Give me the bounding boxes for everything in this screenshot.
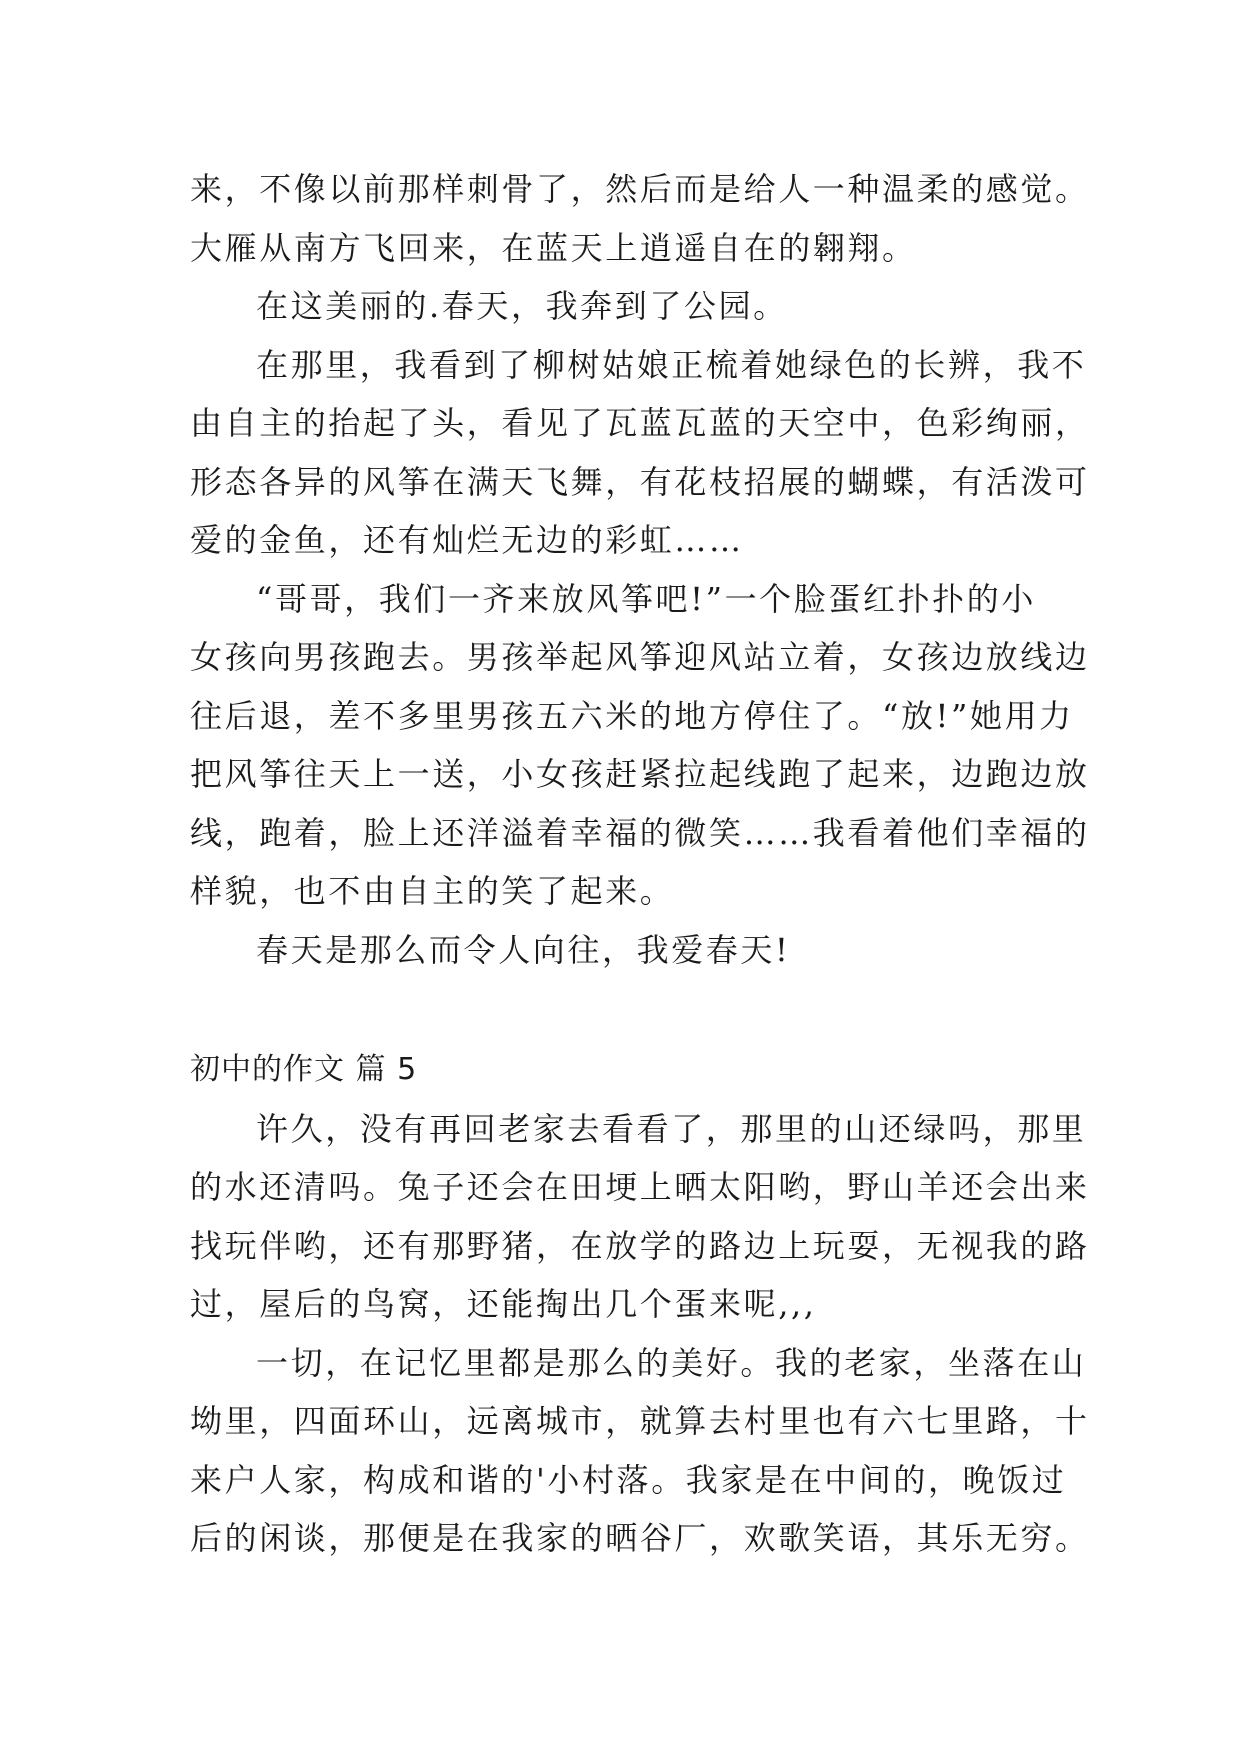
text-line: 春天是那么而令人向往，我爱春天! [256,930,791,969]
text-line: 形态各异的风筝在满天飞舞，有花枝招展的蝴蝶，有活泼可 [190,462,1090,501]
text-line: 大雁从南方飞回来，在蓝天上逍遥自在的翱翔。 [190,228,917,267]
paragraph-willow [190,336,1090,570]
section-heading: 初中的作文 篇 5 [190,1052,418,1087]
essay-text [190,160,1090,1568]
text-line: 过，屋后的鸟窝，还能掏出几个蛋来呢,,, [190,1285,817,1323]
text-line: 样貌，也不由自主的笑了起来。 [190,872,675,910]
paragraph-kite [190,570,1090,921]
text-line: 把风筝往天上一送，小女孩赶紧拉起线跑了起来，边跑边放 [190,755,1090,793]
text-line: 线，跑着，脸上还洋溢着幸福的微笑……我看着他们幸福的 [190,813,1090,852]
paragraph-love-spring [190,921,1070,980]
text-line: “哥哥，我们一齐来放风筝吧!”一个脸蛋红扑扑的小 [256,579,1036,618]
text-line: 爱的金鱼，还有灿烂无边的彩虹…… [190,521,744,559]
text-line: 一切，在记忆里都是那么的美好。我的老家，坐落在山 [256,1343,1087,1382]
text-line: 许久，没有再回老家去看看了，那里的山还绿吗，那里 [256,1109,1087,1148]
text-line: 来户人家，构成和谐的'小村落。我家是在中间的，晚饭过 [190,1460,1067,1499]
section-spacer [190,979,1070,1037]
paragraph-memory [190,1334,1090,1568]
text-line: 坳里，四面环山，远离城市，就算去村里也有六七里路，十 [190,1402,1090,1440]
text-line: 的水还清吗。兔子还会在田埂上晒太阳哟，野山羊还会出来 [190,1168,1090,1206]
text-line: 在那里，我看到了柳树姑娘正梳着她绿色的长辨，我不 [256,345,1087,384]
paragraph-spring-ending [190,160,1090,277]
text-line: 女孩向男孩跑去。男孩举起风筝迎风站立着，女孩边放线边 [190,638,1090,676]
text-line: 往后退，差不多里男孩五六米的地方停住了。“放!”她用力 [190,696,1074,735]
paragraph-park [190,277,1070,336]
paragraph-hometown [190,1100,1090,1334]
text-line: 在这美丽的.春天，我奔到了公园。 [256,287,788,325]
text-line: 来，不像以前那样刺骨了，然后而是给人一种温柔的感觉。 [190,170,1090,208]
text-line: 由自主的抬起了头，看见了瓦蓝瓦蓝的天空中，色彩绚丽， [190,404,1090,442]
text-line: 后的闲谈，那便是在我家的晒谷厂，欢歌笑语，其乐无穷。 [190,1519,1090,1557]
text-line: 找玩伴哟，还有那野猪，在放学的路边上玩耍，无视我的路 [190,1226,1090,1265]
